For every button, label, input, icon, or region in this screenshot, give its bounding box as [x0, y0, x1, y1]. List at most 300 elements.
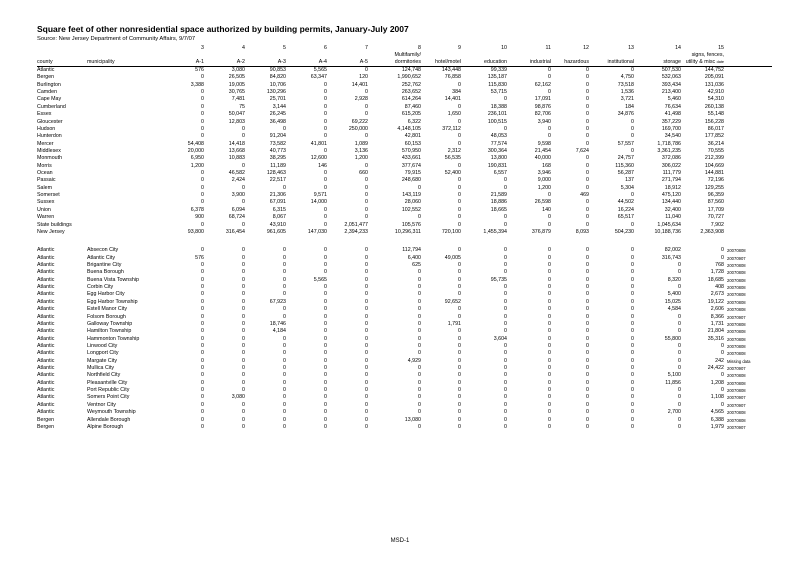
- value-cell: 0: [586, 313, 589, 320]
- column-number: 14: [675, 45, 681, 51]
- empty-cell: [724, 89, 772, 96]
- value-cell: 0: [548, 313, 551, 320]
- value-cell: 69,222: [351, 118, 368, 125]
- municipality-row: [37, 350, 772, 357]
- value-cell: 0: [324, 125, 327, 132]
- value-cell: 0: [458, 118, 461, 125]
- value-cell: 0: [458, 206, 461, 213]
- municipality-name: Egg Harbor Township: [87, 298, 138, 305]
- value-cell: 1,979: [710, 423, 724, 430]
- value-cell: 0: [365, 409, 368, 416]
- value-cell: 0: [242, 125, 245, 132]
- value-cell: 0: [324, 214, 327, 221]
- value-cell: 0: [201, 298, 204, 305]
- value-cell: 19,005: [228, 81, 245, 88]
- value-cell: 0: [324, 387, 327, 394]
- value-cell: 4,584: [667, 306, 681, 313]
- value-cell: 0: [201, 372, 204, 379]
- value-cell: 377,674: [401, 162, 421, 169]
- value-cell: 0: [324, 133, 327, 140]
- value-cell: 0: [504, 298, 507, 305]
- value-cell: 115,830: [488, 81, 507, 88]
- value-cell: 105,576: [401, 221, 421, 228]
- value-cell: 50,047: [228, 111, 245, 118]
- value-cell: 0: [201, 284, 204, 291]
- value-cell: 0: [324, 365, 327, 372]
- county-row: [37, 119, 772, 126]
- value-cell: 0: [242, 199, 245, 206]
- empty-cell: [724, 74, 772, 81]
- value-cell: 7,481: [231, 96, 245, 103]
- value-cell: 0: [242, 133, 245, 140]
- empty-cell: [724, 192, 772, 199]
- value-cell: 0: [283, 284, 286, 291]
- value-cell: 0: [631, 387, 634, 394]
- value-cell: 30,765: [228, 89, 245, 96]
- empty-cell: [87, 148, 163, 155]
- value-cell: 0: [365, 67, 368, 73]
- value-cell: 26,598: [534, 199, 551, 206]
- empty-cell: [724, 67, 772, 75]
- value-cell: 0: [201, 170, 204, 177]
- county-row: [37, 155, 772, 162]
- value-cell: 0: [324, 409, 327, 416]
- value-cell: 0: [283, 261, 286, 268]
- value-cell: 0: [548, 379, 551, 386]
- value-cell: 0: [201, 409, 204, 416]
- county-row: [37, 177, 772, 184]
- value-cell: 42,910: [707, 89, 724, 96]
- value-cell: 0: [201, 103, 204, 110]
- value-cell: 144,881: [704, 170, 724, 177]
- municipality-row: [37, 372, 772, 379]
- header-a2: A-2: [204, 58, 245, 67]
- value-cell: 0: [458, 261, 461, 268]
- municipal-detail: [37, 247, 772, 431]
- value-cell: 0: [201, 379, 204, 386]
- value-cell: 0: [548, 365, 551, 372]
- value-cell: 72,196: [707, 177, 724, 184]
- value-cell: 0: [586, 177, 589, 184]
- value-cell: 0: [458, 357, 461, 364]
- county-row: [37, 111, 772, 118]
- county-name: Atlantic: [37, 247, 55, 254]
- value-cell: 0: [242, 423, 245, 430]
- value-cell: 0: [678, 394, 681, 401]
- empty-cell: [87, 126, 163, 133]
- value-cell: 0: [283, 401, 286, 408]
- value-cell: 4,184: [272, 328, 286, 335]
- value-cell: 0: [283, 350, 286, 357]
- value-cell: 0: [283, 335, 286, 342]
- value-cell: 34,876: [617, 111, 634, 118]
- value-cell: 0: [721, 247, 724, 254]
- value-cell: 0: [548, 342, 551, 349]
- value-cell: 0: [365, 111, 368, 118]
- header-a3: A-3: [245, 58, 286, 67]
- value-cell: 0: [201, 306, 204, 313]
- value-cell: 0: [418, 184, 421, 191]
- column-number: 3: [201, 45, 204, 51]
- value-cell: 0: [586, 170, 589, 177]
- county-name: Cape May: [37, 96, 62, 103]
- value-cell: 1,718,786: [657, 140, 681, 147]
- value-cell: 0: [548, 214, 551, 221]
- municipality-name: Mullica City: [87, 365, 115, 372]
- value-cell: 1,536: [620, 89, 634, 96]
- value-cell: 8,093: [575, 228, 589, 235]
- value-cell: 190,831: [487, 162, 507, 169]
- value-cell: 300,364: [487, 147, 507, 154]
- header-a1: A-1: [163, 58, 204, 67]
- value-cell: 260,138: [704, 103, 724, 110]
- value-cell: 0: [201, 247, 204, 254]
- value-cell: 242: [715, 357, 724, 364]
- value-cell: 0: [242, 306, 245, 313]
- municipality-row: [37, 358, 772, 365]
- value-cell: 2,928: [354, 96, 368, 103]
- value-cell: 1,045,634: [657, 221, 681, 228]
- value-cell: 2,312: [447, 147, 461, 154]
- value-cell: 3,604: [493, 335, 507, 342]
- value-cell: 0: [418, 409, 421, 416]
- empty-cell: [87, 185, 163, 192]
- value-cell: 0: [324, 147, 327, 154]
- county-name: Atlantic: [37, 335, 55, 342]
- value-cell: 205,091: [704, 74, 724, 81]
- value-cell: 0: [458, 394, 461, 401]
- value-cell: 56,287: [617, 170, 634, 177]
- value-cell: 18,912: [664, 184, 681, 191]
- value-cell: 96,359: [707, 192, 724, 199]
- value-cell: 120: [359, 74, 368, 81]
- municipality-row: [37, 365, 772, 372]
- value-cell: 13,668: [228, 147, 245, 154]
- value-cell: 0: [201, 111, 204, 118]
- date-cell: 20070808: [727, 410, 746, 416]
- value-cell: 0: [631, 125, 634, 132]
- value-cell: 3,388: [190, 81, 204, 88]
- value-cell: 0: [283, 254, 286, 261]
- value-cell: 8,320: [667, 276, 681, 283]
- value-cell: 0: [365, 162, 368, 169]
- value-cell: 0: [504, 221, 507, 228]
- county-row: [37, 163, 772, 170]
- value-cell: 0: [586, 133, 589, 140]
- value-cell: 0: [548, 423, 551, 430]
- county-row: [37, 214, 772, 221]
- column-number: 15: [718, 45, 724, 51]
- value-cell: 0: [548, 269, 551, 276]
- value-cell: 0: [283, 291, 286, 298]
- value-cell: 135,187: [487, 74, 507, 81]
- value-cell: 372,112: [442, 125, 461, 132]
- value-cell: 0: [365, 133, 368, 140]
- value-cell: 0: [631, 221, 634, 228]
- value-cell: 36,498: [269, 118, 286, 125]
- value-cell: 0: [631, 409, 634, 416]
- value-cell: 6,557: [493, 170, 507, 177]
- value-cell: 0: [458, 387, 461, 394]
- header-dormitories: dormitories: [368, 58, 421, 67]
- value-cell: 0: [586, 328, 589, 335]
- empty-cell: [724, 185, 772, 192]
- header-date: date: [716, 60, 724, 64]
- empty-cell: [87, 199, 163, 206]
- value-cell: 26,245: [269, 111, 286, 118]
- value-cell: 0: [504, 387, 507, 394]
- value-cell: 0: [586, 342, 589, 349]
- municipality-row: [37, 255, 772, 262]
- value-cell: 38,295: [269, 155, 286, 162]
- value-cell: 0: [365, 247, 368, 254]
- value-cell: 1,990,652: [397, 74, 421, 81]
- value-cell: 1,108: [710, 394, 724, 401]
- empty-cell: [87, 104, 163, 111]
- value-cell: 0: [586, 111, 589, 118]
- county-row: [37, 133, 772, 140]
- value-cell: 98,876: [534, 103, 551, 110]
- empty-cell: [724, 177, 772, 184]
- empty-cell: [724, 82, 772, 89]
- value-cell: 0: [504, 177, 507, 184]
- value-cell: 0: [631, 261, 634, 268]
- column-number: 9: [458, 45, 461, 51]
- header-education: education: [461, 58, 507, 67]
- value-cell: 0: [365, 89, 368, 96]
- value-cell: 9,571: [313, 192, 327, 199]
- value-cell: 0: [201, 192, 204, 199]
- value-cell: 77,574: [490, 140, 507, 147]
- municipality-row: [37, 247, 772, 254]
- value-cell: 62,162: [534, 81, 551, 88]
- county-name: Cumberland: [37, 103, 66, 110]
- value-cell: 0: [548, 67, 551, 73]
- value-cell: 11,856: [665, 379, 681, 386]
- value-cell: 0: [586, 221, 589, 228]
- value-cell: 0: [242, 328, 245, 335]
- value-cell: 961,605: [266, 228, 286, 235]
- value-cell: 0: [365, 269, 368, 276]
- value-cell: 0: [242, 298, 245, 305]
- value-cell: 11,189: [270, 162, 286, 169]
- county-row: [37, 170, 772, 177]
- value-cell: 0: [548, 298, 551, 305]
- value-cell: 1,200: [354, 155, 368, 162]
- municipality-name: Somers Point City: [87, 394, 130, 401]
- value-cell: 0: [504, 269, 507, 276]
- value-cell: 3,144: [272, 103, 286, 110]
- value-cell: 104,669: [704, 162, 724, 169]
- value-cell: 0: [458, 284, 461, 291]
- county-name: Warren: [37, 214, 55, 221]
- value-cell: 42,801: [404, 133, 421, 140]
- header-industrial: industrial: [507, 58, 551, 67]
- value-cell: 8,366: [710, 313, 724, 320]
- value-cell: 0: [324, 416, 327, 423]
- value-cell: 0: [631, 269, 634, 276]
- municipality-row: [37, 424, 772, 431]
- value-cell: 376,879: [531, 228, 551, 235]
- value-cell: 0: [458, 423, 461, 430]
- value-cell: 213,400: [661, 89, 681, 96]
- value-cell: 0: [504, 313, 507, 320]
- value-cell: 0: [418, 342, 421, 349]
- value-cell: 84,820: [269, 74, 286, 81]
- municipality-row: [37, 306, 772, 313]
- value-cell: 372,086: [661, 155, 681, 162]
- date-cell: 20070808: [727, 417, 746, 423]
- column-number: 8: [418, 45, 421, 51]
- value-cell: 0: [458, 247, 461, 254]
- value-cell: 0: [242, 269, 245, 276]
- value-cell: 0: [418, 350, 421, 357]
- value-cell: 26,505: [228, 74, 245, 81]
- value-cell: 0: [548, 221, 551, 228]
- value-cell: 22,517: [269, 177, 286, 184]
- county-name: Passaic: [37, 177, 56, 184]
- municipality-row: [37, 299, 772, 306]
- municipality-name: Longport City: [87, 350, 119, 357]
- value-cell: 0: [365, 423, 368, 430]
- value-cell: 0: [418, 214, 421, 221]
- value-cell: 0: [548, 394, 551, 401]
- value-cell: 570,950: [401, 147, 421, 154]
- value-cell: 0: [631, 313, 634, 320]
- value-cell: 0: [365, 206, 368, 213]
- municipality-name: Alpine Borough: [87, 423, 124, 430]
- date-cell: 20070907: [727, 255, 746, 261]
- municipality-row: [37, 291, 772, 298]
- value-cell: 57,557: [617, 140, 634, 147]
- value-cell: 0: [631, 320, 634, 327]
- value-cell: 0: [242, 284, 245, 291]
- value-cell: 10,188,736: [654, 228, 681, 235]
- value-cell: 18,886: [490, 199, 507, 206]
- value-cell: 17,709: [707, 206, 724, 213]
- value-cell: 0: [283, 306, 286, 313]
- value-cell: 0: [631, 133, 634, 140]
- county-name: Atlantic: [37, 306, 55, 313]
- county-row: [37, 229, 772, 236]
- value-cell: 82,706: [534, 111, 551, 118]
- value-cell: 0: [365, 335, 368, 342]
- value-cell: 0: [324, 372, 327, 379]
- value-cell: 0: [678, 401, 681, 408]
- value-cell: 0: [418, 401, 421, 408]
- date-cell: 20070808: [727, 329, 746, 335]
- value-cell: 0: [458, 313, 461, 320]
- empty-cell: [87, 96, 163, 103]
- value-cell: 0: [418, 298, 421, 305]
- value-cell: 250,000: [348, 125, 368, 132]
- value-cell: 0: [201, 423, 204, 430]
- county-name: Union: [37, 206, 51, 213]
- value-cell: 0: [504, 96, 507, 103]
- value-cell: 95,735: [490, 276, 507, 283]
- county-name: Atlantic: [37, 342, 55, 349]
- header-municipality: municipality: [87, 58, 163, 67]
- value-cell: 52,400: [444, 170, 461, 177]
- municipality-row: [37, 394, 772, 401]
- value-cell: 0: [324, 221, 327, 228]
- empty-cell: [87, 214, 163, 221]
- value-cell: 0: [324, 328, 327, 335]
- value-cell: 1,650: [447, 111, 461, 118]
- value-cell: 0: [242, 387, 245, 394]
- value-cell: 0: [504, 284, 507, 291]
- county-name: Bergen: [37, 423, 55, 430]
- county-name: Atlantic: [37, 394, 55, 401]
- value-cell: 0: [458, 328, 461, 335]
- value-cell: 18,665: [490, 206, 507, 213]
- county-name: Atlantic: [37, 350, 55, 357]
- municipality-row: [37, 277, 772, 284]
- municipality-name: Egg Harbor City: [87, 291, 125, 298]
- value-cell: 306,022: [661, 162, 681, 169]
- value-cell: 143,448: [441, 67, 461, 73]
- value-cell: 0: [504, 261, 507, 268]
- value-cell: 0: [458, 214, 461, 221]
- value-cell: 0: [418, 306, 421, 313]
- value-cell: 3,940: [537, 118, 551, 125]
- value-cell: 0: [504, 254, 507, 261]
- value-cell: 0: [365, 379, 368, 386]
- value-cell: 41,498: [664, 111, 681, 118]
- value-cell: 0: [418, 313, 421, 320]
- value-cell: 130,296: [266, 89, 286, 96]
- value-cell: 0: [586, 261, 589, 268]
- value-cell: 41,801: [310, 140, 327, 147]
- value-cell: 0: [631, 372, 634, 379]
- page-title: Square feet of other nonresidential space authorized by building permits, January-July 2007: [37, 24, 409, 34]
- value-cell: 248,680: [401, 177, 421, 184]
- empty-cell: [87, 207, 163, 214]
- value-cell: 0: [201, 199, 204, 206]
- date-cell: 20070808: [727, 388, 746, 394]
- value-cell: 73,582: [269, 140, 286, 147]
- value-cell: 131,036: [704, 81, 724, 88]
- value-cell: 0: [548, 291, 551, 298]
- value-cell: 0: [283, 276, 286, 283]
- value-cell: 0: [458, 372, 461, 379]
- value-cell: 0: [201, 320, 204, 327]
- value-cell: 40,773: [269, 147, 286, 154]
- value-cell: 0: [548, 306, 551, 313]
- value-cell: 0: [365, 254, 368, 261]
- value-cell: 0: [586, 184, 589, 191]
- empty-cell: [724, 155, 772, 162]
- date-cell: 20070808: [727, 351, 746, 357]
- value-cell: 1,208: [710, 379, 724, 386]
- value-cell: 16,224: [617, 206, 634, 213]
- value-cell: 0: [586, 81, 589, 88]
- value-cell: 0: [324, 401, 327, 408]
- value-cell: 0: [586, 67, 589, 73]
- value-cell: 0: [586, 387, 589, 394]
- empty-cell: [87, 67, 163, 75]
- empty-cell: [87, 89, 163, 96]
- empty-cell: [724, 96, 772, 103]
- empty-cell: [87, 133, 163, 140]
- municipality-name: Atlantic City: [87, 254, 115, 261]
- header-multifamily: Multifamily/: [394, 52, 421, 58]
- value-cell: 0: [504, 357, 507, 364]
- value-cell: 53,715: [490, 89, 507, 96]
- date-cell: 20070808: [727, 321, 746, 327]
- value-cell: 0: [548, 254, 551, 261]
- value-cell: 0: [283, 269, 286, 276]
